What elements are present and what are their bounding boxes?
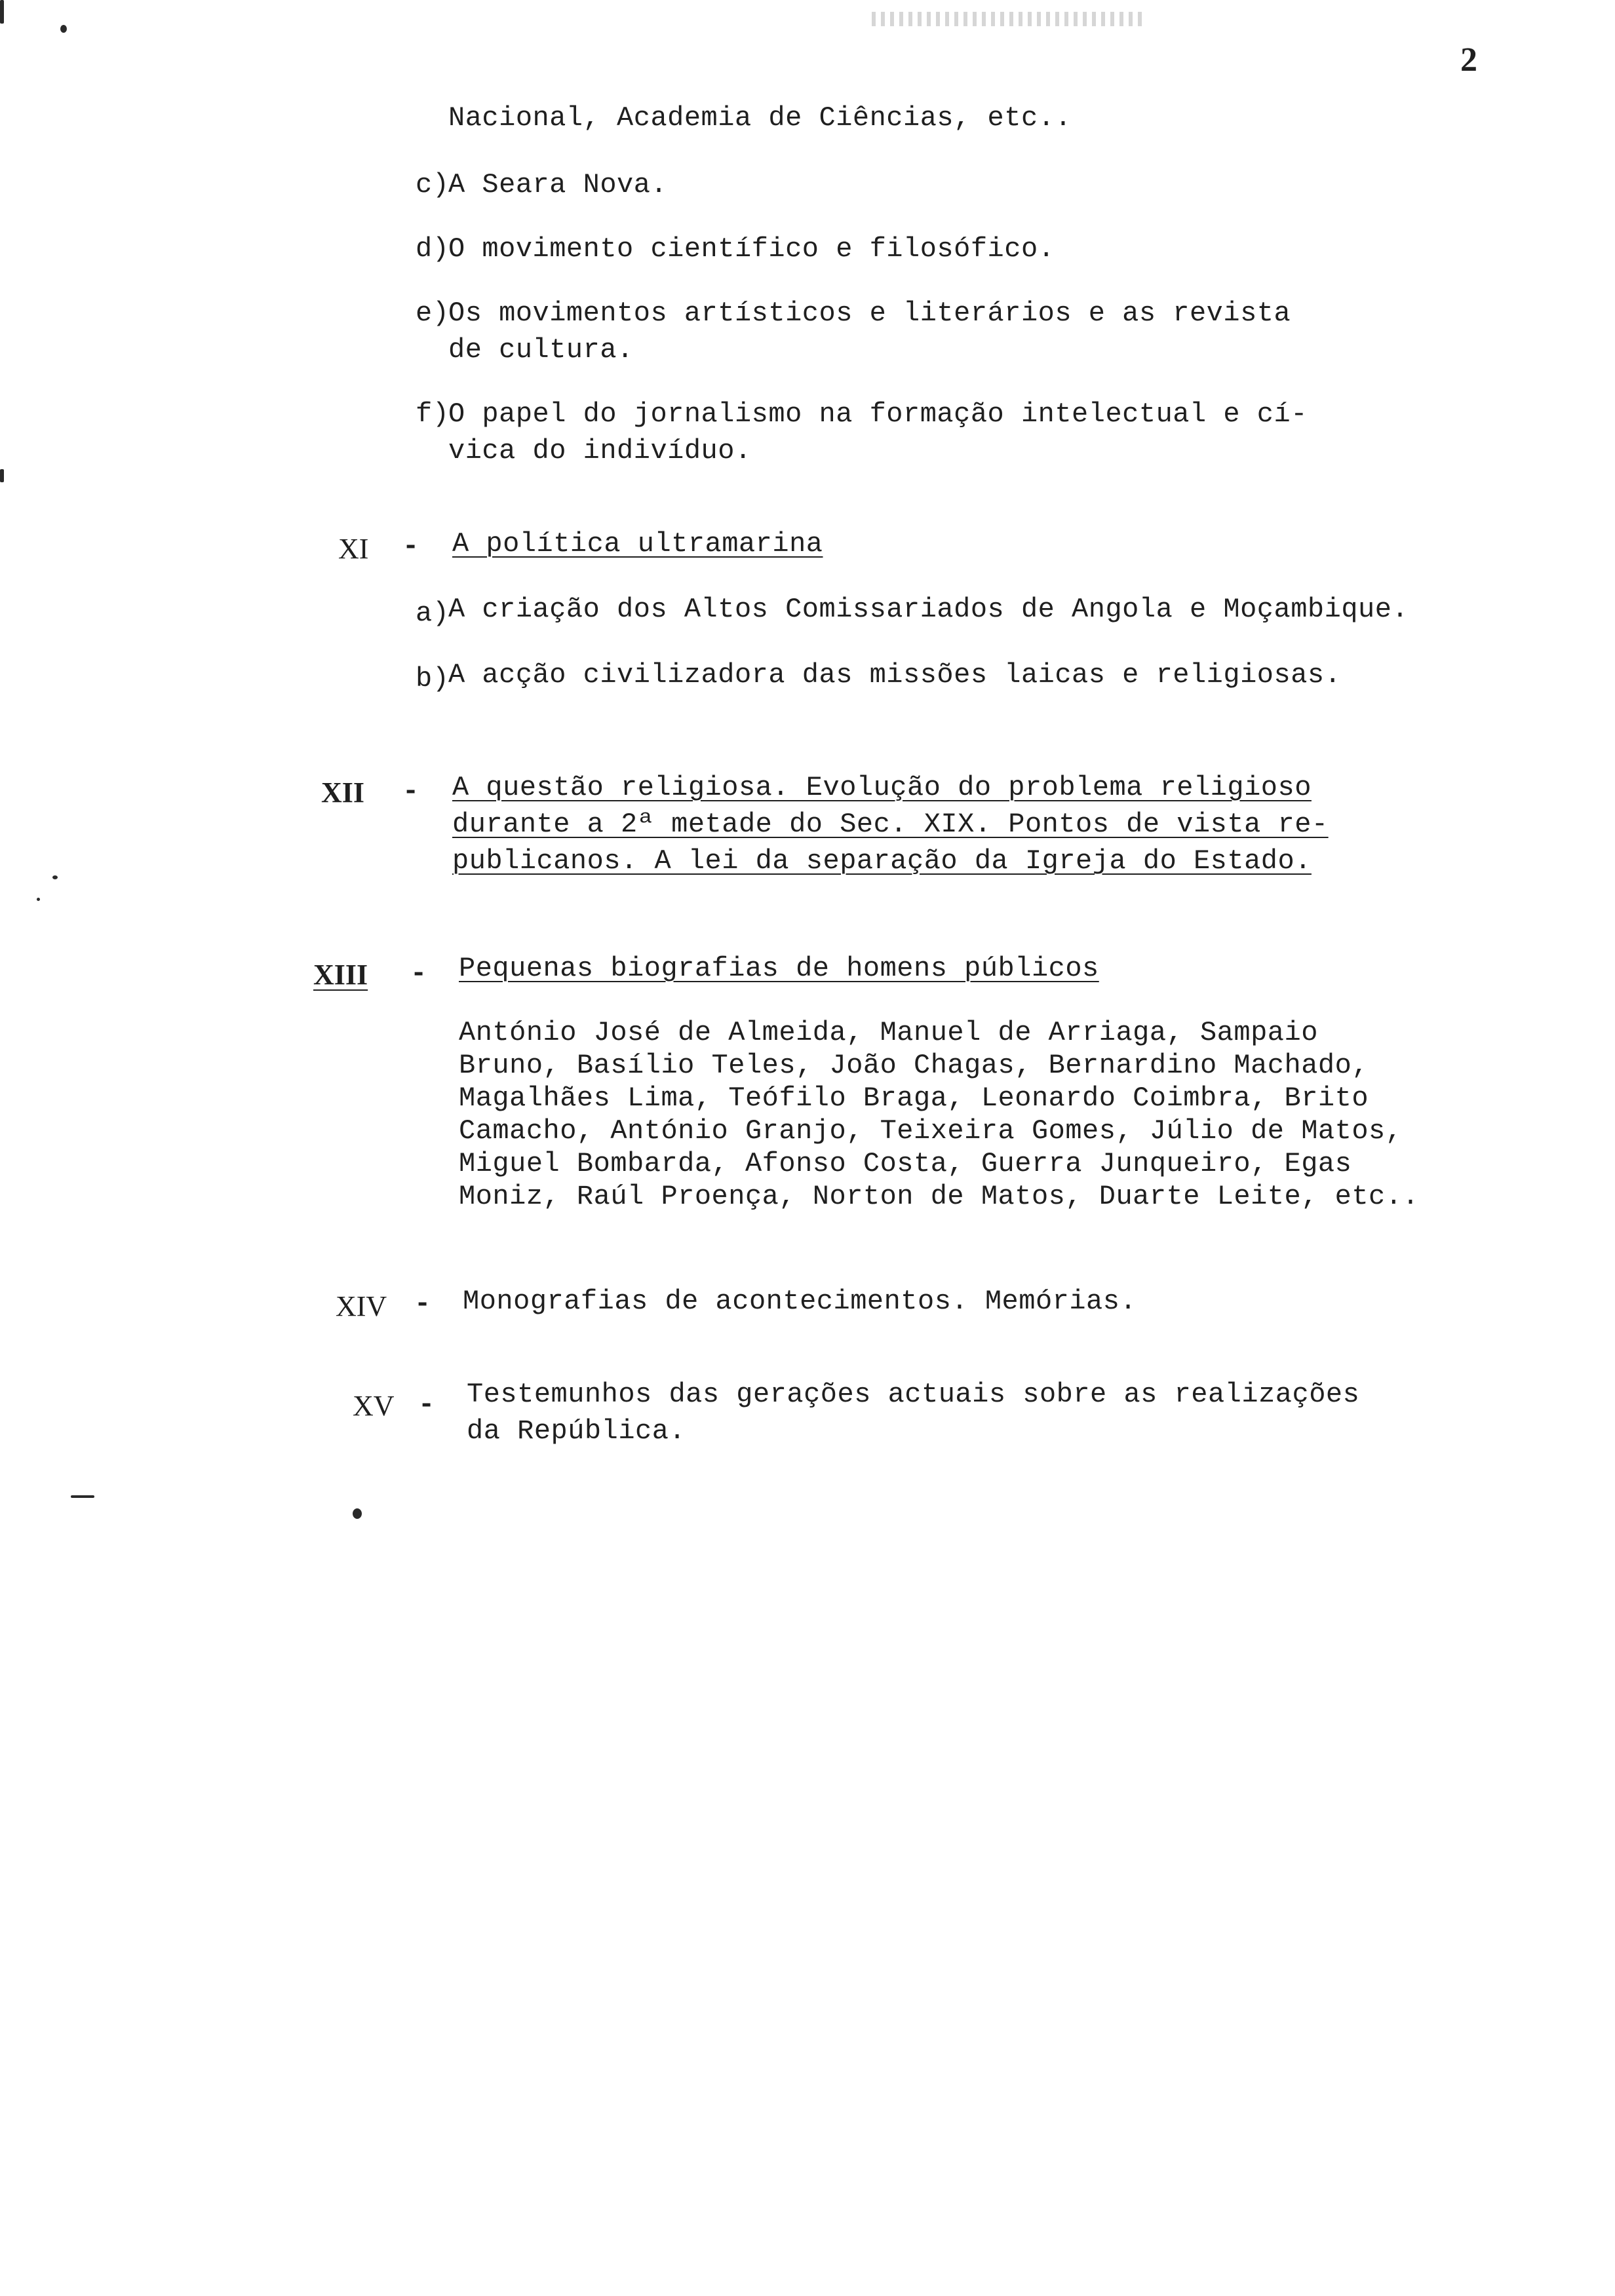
scan-speck <box>37 898 40 901</box>
section-xii-title-line3: publicanos. A lei da separação da Igreja do Estado. <box>452 845 1312 877</box>
scan-speck <box>0 469 4 482</box>
section-xv-dash: - <box>418 1389 435 1421</box>
section-xi-dash: - <box>402 531 419 562</box>
item-f-text-line1: O papel do jornalismo na formação intelectual e cí- <box>448 398 1308 430</box>
item-e-text-line2: de cultura. <box>448 334 634 366</box>
item-d-label: d) <box>416 233 450 265</box>
section-xi-item-b-label: b) <box>416 663 450 695</box>
section-xi-numeral: XI <box>338 533 369 565</box>
section-xiv-dash: - <box>414 1288 431 1320</box>
section-xiv-text: Monografias de acontecimentos. Memórias. <box>463 1286 1137 1317</box>
section-xiii-dash: - <box>410 958 427 989</box>
section-xiii-body-line: Magalhães Lima, Teófilo Braga, Leonardo Coimbra, Brito <box>459 1082 1369 1114</box>
intro-tail-line: Nacional, Academia de Ciências, etc.. <box>448 102 1072 134</box>
section-xiii-body-line: Camacho, António Granjo, Teixeira Gomes, Júlio de Matos, <box>459 1115 1403 1147</box>
item-f-text-line2: vica do indivíduo. <box>448 435 752 467</box>
section-xv-text-line2: da República. <box>467 1415 686 1447</box>
item-e-label: e) <box>416 297 450 329</box>
section-xi-title: A política ultramarina <box>452 528 823 560</box>
section-xi-item-b-text: A acção civilizadora das missões laicas e religiosas. <box>448 659 1342 691</box>
section-xiii-body-line: António José de Almeida, Manuel de Arriaga, Sampaio <box>459 1017 1318 1048</box>
section-xi-item-a-text: A criação dos Altos Comissariados de Angola e Moçambique. <box>448 594 1409 625</box>
section-xiii-numeral: XIII <box>313 959 368 991</box>
section-xiv-numeral: XIV <box>336 1290 387 1322</box>
section-xiii-title: Pequenas biografias de homens públicos <box>459 953 1099 984</box>
section-xiii-body-line: Bruno, Basílio Teles, João Chagas, Bernardino Machado, <box>459 1050 1369 1081</box>
section-xiii-body-line: Moniz, Raúl Proença, Norton de Matos, Duarte Leite, etc.. <box>459 1181 1420 1212</box>
section-xii-title-line1: A questão religiosa. Evolução do problema religioso <box>452 772 1312 803</box>
section-xii-numeral: XII <box>321 776 365 809</box>
scan-speck <box>71 1495 94 1498</box>
scan-speck <box>60 25 67 33</box>
scan-speck <box>353 1508 362 1519</box>
section-xii-dash: - <box>402 776 419 807</box>
page-number: 2 <box>1460 41 1477 79</box>
section-xii-title-line2: durante a 2ª metade do Sec. XIX. Pontos de vista re- <box>452 809 1329 840</box>
item-c-text: A Seara Nova. <box>448 169 668 201</box>
section-xi-item-a-label: a) <box>416 598 450 629</box>
item-e-text-line1: Os movimentos artísticos e literários e as revista <box>448 297 1291 329</box>
scan-noise <box>872 12 1147 26</box>
item-d-text: O movimento científico e filosófico. <box>448 233 1055 265</box>
section-xv-numeral: XV <box>353 1390 395 1422</box>
section-xiii-body-line: Miguel Bombarda, Afonso Costa, Guerra Junqueiro, Egas <box>459 1148 1352 1179</box>
section-xv-text-line1: Testemunhos das gerações actuais sobre as realizações <box>467 1379 1360 1410</box>
item-c-label: c) <box>416 169 450 201</box>
item-f-label: f) <box>416 398 450 430</box>
scan-speck <box>52 875 58 879</box>
scan-speck <box>0 0 4 24</box>
